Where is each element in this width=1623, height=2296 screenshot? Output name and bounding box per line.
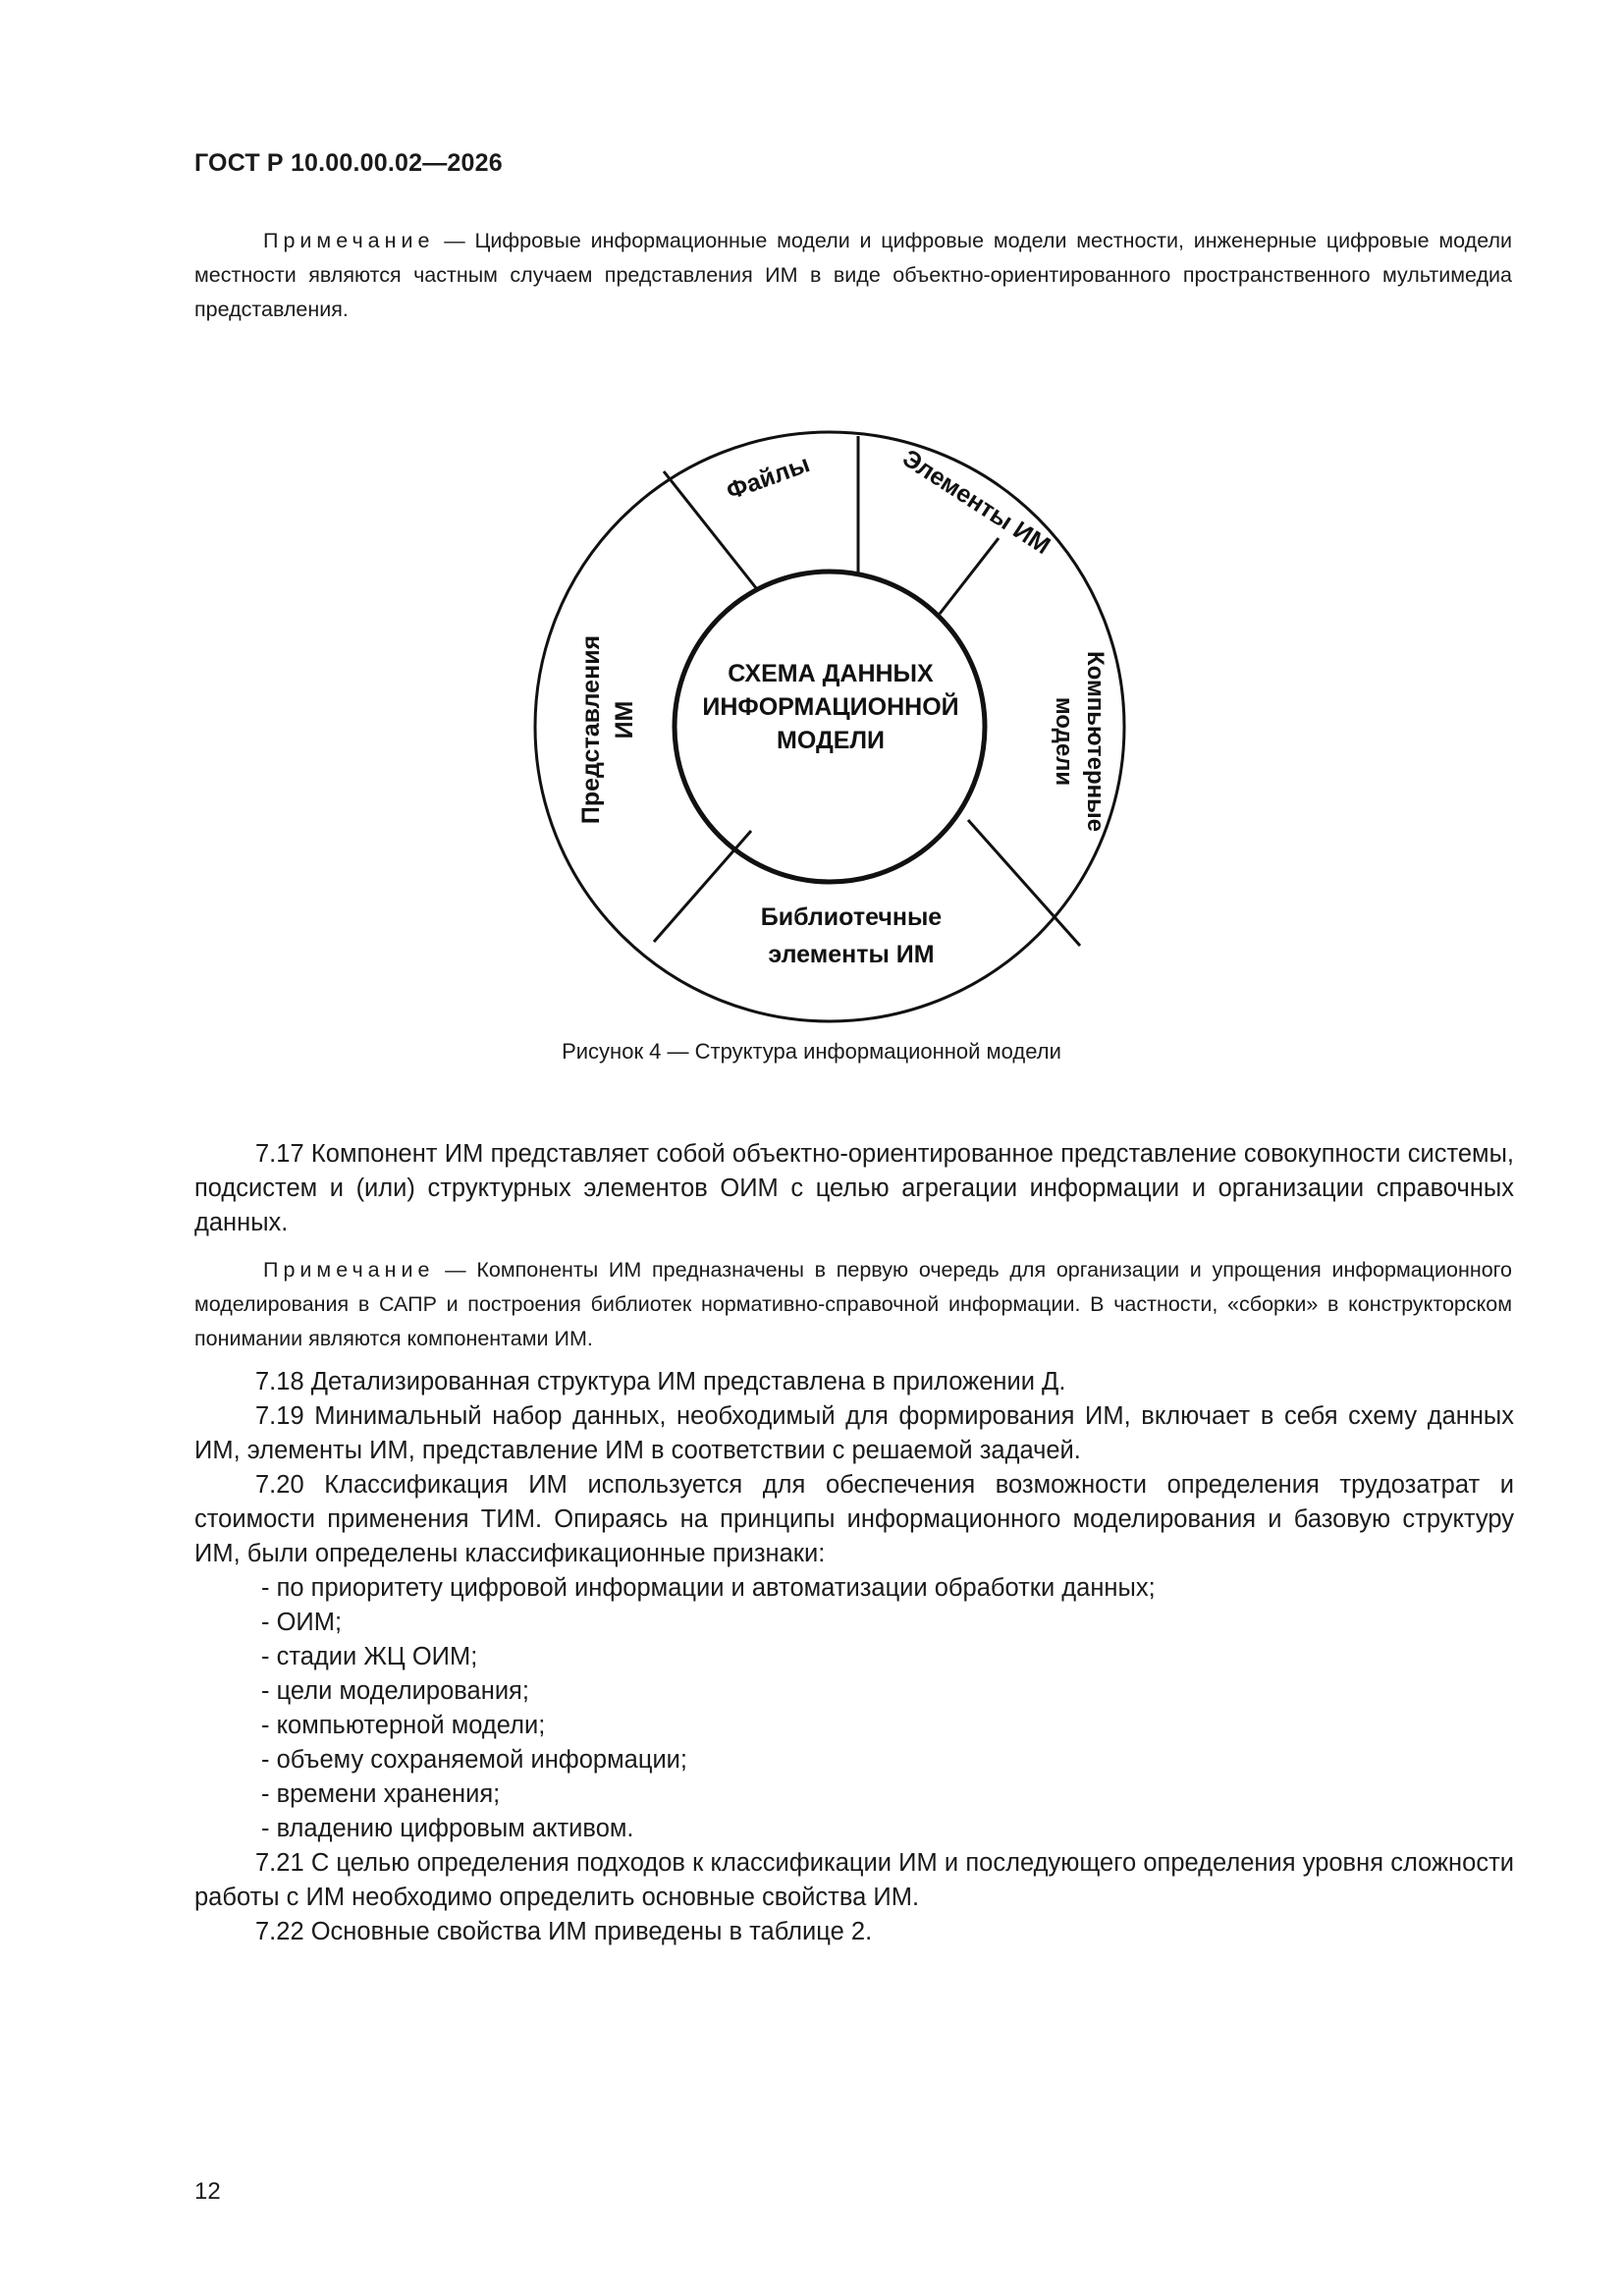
paragraph-7-22: 7.22 Основные свойства ИМ приведены в таблице 2. [255,1918,873,1945]
page-number: 12 [194,2178,221,2205]
segment-label-library-2: элементы ИМ [768,941,935,968]
segment-label-elements: Элементы ИМ [897,444,1055,561]
figure-caption: Рисунок 4 — Структура информационной модели [562,1039,1061,1064]
note-label: Примечание [263,1258,435,1282]
document-header: ГОСТ Р 10.00.00.02—2026 [194,149,503,177]
list-item: - стадии ЖЦ ОИМ; [261,1643,478,1670]
list-item: - времени хранения; [261,1780,501,1808]
segment-label-computer-models-1: Компьютерные [1082,651,1109,832]
segment-label-library-1: Библиотечные [760,903,943,931]
center-title-line-1: СХЕМА ДАННЫХ [728,660,934,687]
information-model-structure-diagram [530,403,1129,1031]
list-item: - по приоритету цифровой информации и автоматизации обработки данных; [261,1574,1156,1602]
section-7-17 [194,1137,1514,1240]
paragraph-7-20: 7.20 Классификация ИМ используется для обеспечения возможности определения трудозатрат и стоимости применения ТИМ. Опираясь на принципы информационного моделирования и базовую структуру ИМ, были определены классификационные признаки: [194,1471,1514,1567]
list-item: - ОИМ; [261,1609,343,1636]
segment-label-representations-1: Представления [577,634,605,825]
note-text: — Цифровые информационные модели и цифровые модели местности, инженерные цифровые модели местности являются частным случаем представления ИМ в виде объектно-ориентированного пространственного мультимедиа представления. [194,229,1512,321]
center-title-line-2: ИНФОРМАЦИОННОЙ [702,693,959,721]
list-item: - владению цифровым активом. [261,1815,634,1842]
note-components [194,1253,1512,1356]
divider-left-lower [654,831,751,942]
segment-label-representations-2: ИМ [611,700,638,739]
note-label: Примечание [263,229,435,252]
note-text: — Компоненты ИМ предназначены в первую очередь для организации и упрощения информационного моделирования в САПР и построения библиотек нормативно-справочной информации. В частности, «сборки» в конструкторском понимании являются компонентами ИМ. [194,1258,1512,1350]
sections-7-18-to-7-22 [194,1365,1514,1949]
list-item: - компьютерной модели; [261,1712,546,1739]
divider-right-lower [968,820,1080,946]
note-figure-context [194,224,1512,327]
paragraph-7-17: 7.17 Компонент ИМ представляет собой объектно-ориентированное представление совокупности системы, подсистем и (или) структурных элементов ОИМ с целью агрегации информации и организации справочных данных. [194,1140,1514,1236]
list-item: - цели моделирования; [261,1677,529,1705]
paragraph-7-21: 7.21 С целью определения подходов к классификации ИМ и последующего определения уровня сложности работы с ИМ необходимо определить основные свойства ИМ. [194,1849,1514,1911]
segment-label-computer-models-2: модели [1051,696,1077,787]
segment-label-files: Файлы [723,450,814,506]
divider-right-upper [940,538,999,614]
paragraph-7-18: 7.18 Детализированная структура ИМ представлена в приложении Д. [255,1368,1066,1395]
center-title-line-3: МОДЕЛИ [777,727,885,754]
list-item: - объему сохраняемой информации; [261,1746,688,1774]
paragraph-7-19: 7.19 Минимальный набор данных, необходимый для формирования ИМ, включает в себя схему данных ИМ, элементы ИМ, представление ИМ в соответствии с решаемой задачей. [194,1402,1514,1464]
